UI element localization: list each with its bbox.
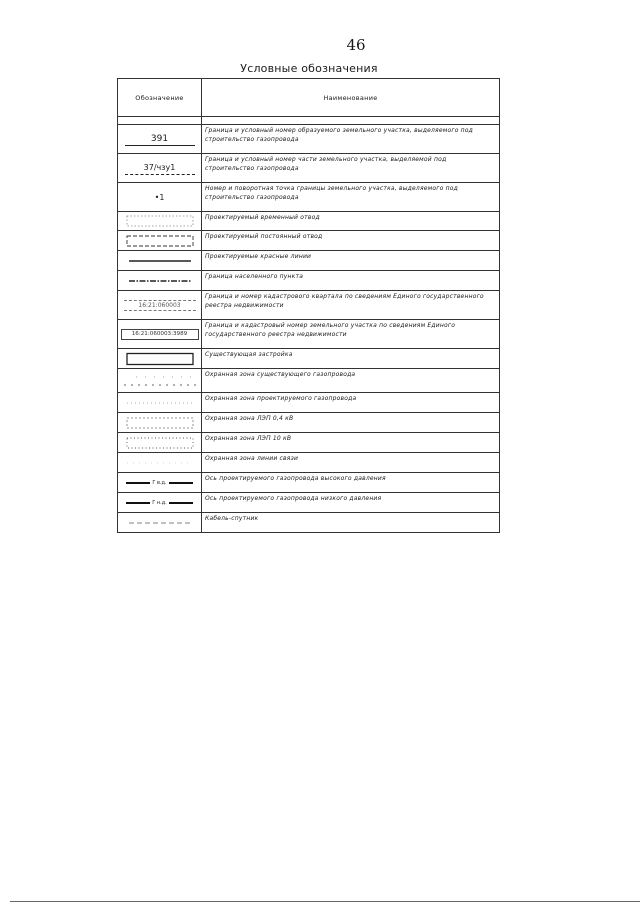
power-line-04-zone-symbol: [125, 416, 195, 430]
symbol-label: 16:21:060003: [138, 301, 181, 309]
legend-name: Номер и поворотная точка границы земельного участка, выделяемого под строительство газопровода: [202, 183, 500, 212]
legend-row: [118, 251, 500, 271]
communication-line-zone-symbol: [125, 459, 195, 467]
legend-row: [118, 393, 500, 413]
cadastral-plot-symbol: [121, 329, 199, 340]
legend-name: Существующая застройка: [202, 349, 500, 369]
legend-name: Ось проектируемого газопровода высокого давления: [202, 473, 500, 493]
symbol-cell: [118, 183, 202, 212]
legend-row: [118, 231, 500, 251]
legend-row: [118, 369, 500, 393]
settlement-boundary-symbol: [125, 277, 195, 285]
legend-title: Условные обозначения: [240, 62, 378, 75]
low-pressure-gas-axis-symbol: [118, 500, 201, 506]
legend-row: [118, 513, 500, 533]
cadastral-quarter-symbol: [124, 300, 196, 311]
symbol-cell: [118, 212, 202, 231]
symbol-cell: [118, 413, 202, 433]
legend-name: Граница и условный номер образуемого земельного участка, выделяемого под строительство газопровода: [202, 125, 500, 154]
legend-row: [118, 183, 500, 212]
existing-buildings-symbol: [125, 352, 195, 366]
symbol-cell: [118, 369, 202, 393]
symbol-cell: [118, 513, 202, 533]
legend-row: [118, 433, 500, 453]
header-symbol: Обозначение: [118, 79, 202, 117]
legend-name: Охранная зона ЛЭП 0,4 кВ: [202, 413, 500, 433]
red-lines-symbol: [125, 257, 195, 265]
satellite-cable-symbol: [125, 519, 195, 527]
legend-name: Охранная зона проектируемого газопровода: [202, 393, 500, 413]
legend-name: Граница и условный номер части земельного участка, выделяемой под строительство газопровода: [202, 154, 500, 183]
symbol-label: 391: [150, 133, 169, 144]
symbol-cell: [118, 433, 202, 453]
symbol-cell: [118, 493, 202, 513]
symbol-cell: [118, 271, 202, 291]
legend-row: [118, 453, 500, 473]
legend-row: [118, 154, 500, 183]
existing-gas-zone-symbol: [122, 371, 198, 391]
symbol-cell: [118, 473, 202, 493]
symbol-cell: [118, 251, 202, 271]
symbol-cell: [118, 393, 202, 413]
symbol-label: Г н.д.: [152, 499, 167, 506]
projected-gas-zone-symbol: [125, 399, 195, 407]
symbol-cell: [118, 291, 202, 320]
temporary-allotment-symbol: [125, 214, 195, 228]
legend-name: Охранная зона линии связи: [202, 453, 500, 473]
legend-name: Ось проектируемого газопровода низкого давления: [202, 493, 500, 513]
symbol-cell: [118, 231, 202, 251]
symbol-cell: [118, 320, 202, 349]
legend-row: [118, 212, 500, 231]
legend-name: Проектируемый постоянный отвод: [202, 231, 500, 251]
table-header-row: [118, 79, 500, 117]
turning-point-symbol: •1: [154, 192, 165, 202]
legend-row: [118, 413, 500, 433]
header-name: Наименование: [202, 79, 500, 117]
legend-name: Граница и кадастровый номер земельного участка по сведениям Единого государственного реестра недвижимости: [202, 320, 500, 349]
power-line-10-zone-symbol: [125, 436, 195, 450]
legend-name: Кабель-спутник: [202, 513, 500, 533]
legend-row: [118, 349, 500, 369]
table-gap-row: [118, 117, 500, 125]
legend-name: Граница и номер кадастрового квартала по сведениям Единого государственного реестра недвижимости: [202, 291, 500, 320]
page-number: 46: [346, 36, 366, 54]
legend-name: Охранная зона существующего газопровода: [202, 369, 500, 393]
legend-row: [118, 291, 500, 320]
legend-row: [118, 493, 500, 513]
legend-row: [118, 320, 500, 349]
symbol-cell: [118, 154, 202, 183]
symbol-label: 37/чзу1: [143, 162, 176, 172]
legend-row: [118, 125, 500, 154]
symbol-cell: [118, 453, 202, 473]
legend-name: Граница населенного пункта: [202, 271, 500, 291]
plot-part-symbol: [125, 162, 195, 175]
legend-row: [118, 271, 500, 291]
legend-name: Охранная зона ЛЭП 10 кВ: [202, 433, 500, 453]
legend-name: Проектируемые красные линии: [202, 251, 500, 271]
symbol-label: 16:21:060003:3989: [131, 330, 188, 337]
permanent-allotment-symbol: [125, 234, 195, 248]
symbol-cell: [118, 349, 202, 369]
symbol-cell: [118, 125, 202, 154]
legend-name: Проектируемый временный отвод: [202, 212, 500, 231]
legend-row: [118, 473, 500, 493]
high-pressure-gas-axis-symbol: [118, 480, 201, 486]
legend-table: [117, 78, 500, 533]
plot-number-symbol: [125, 133, 195, 146]
symbol-label: Г в.д.: [152, 479, 167, 486]
bottom-rule: [10, 901, 640, 902]
